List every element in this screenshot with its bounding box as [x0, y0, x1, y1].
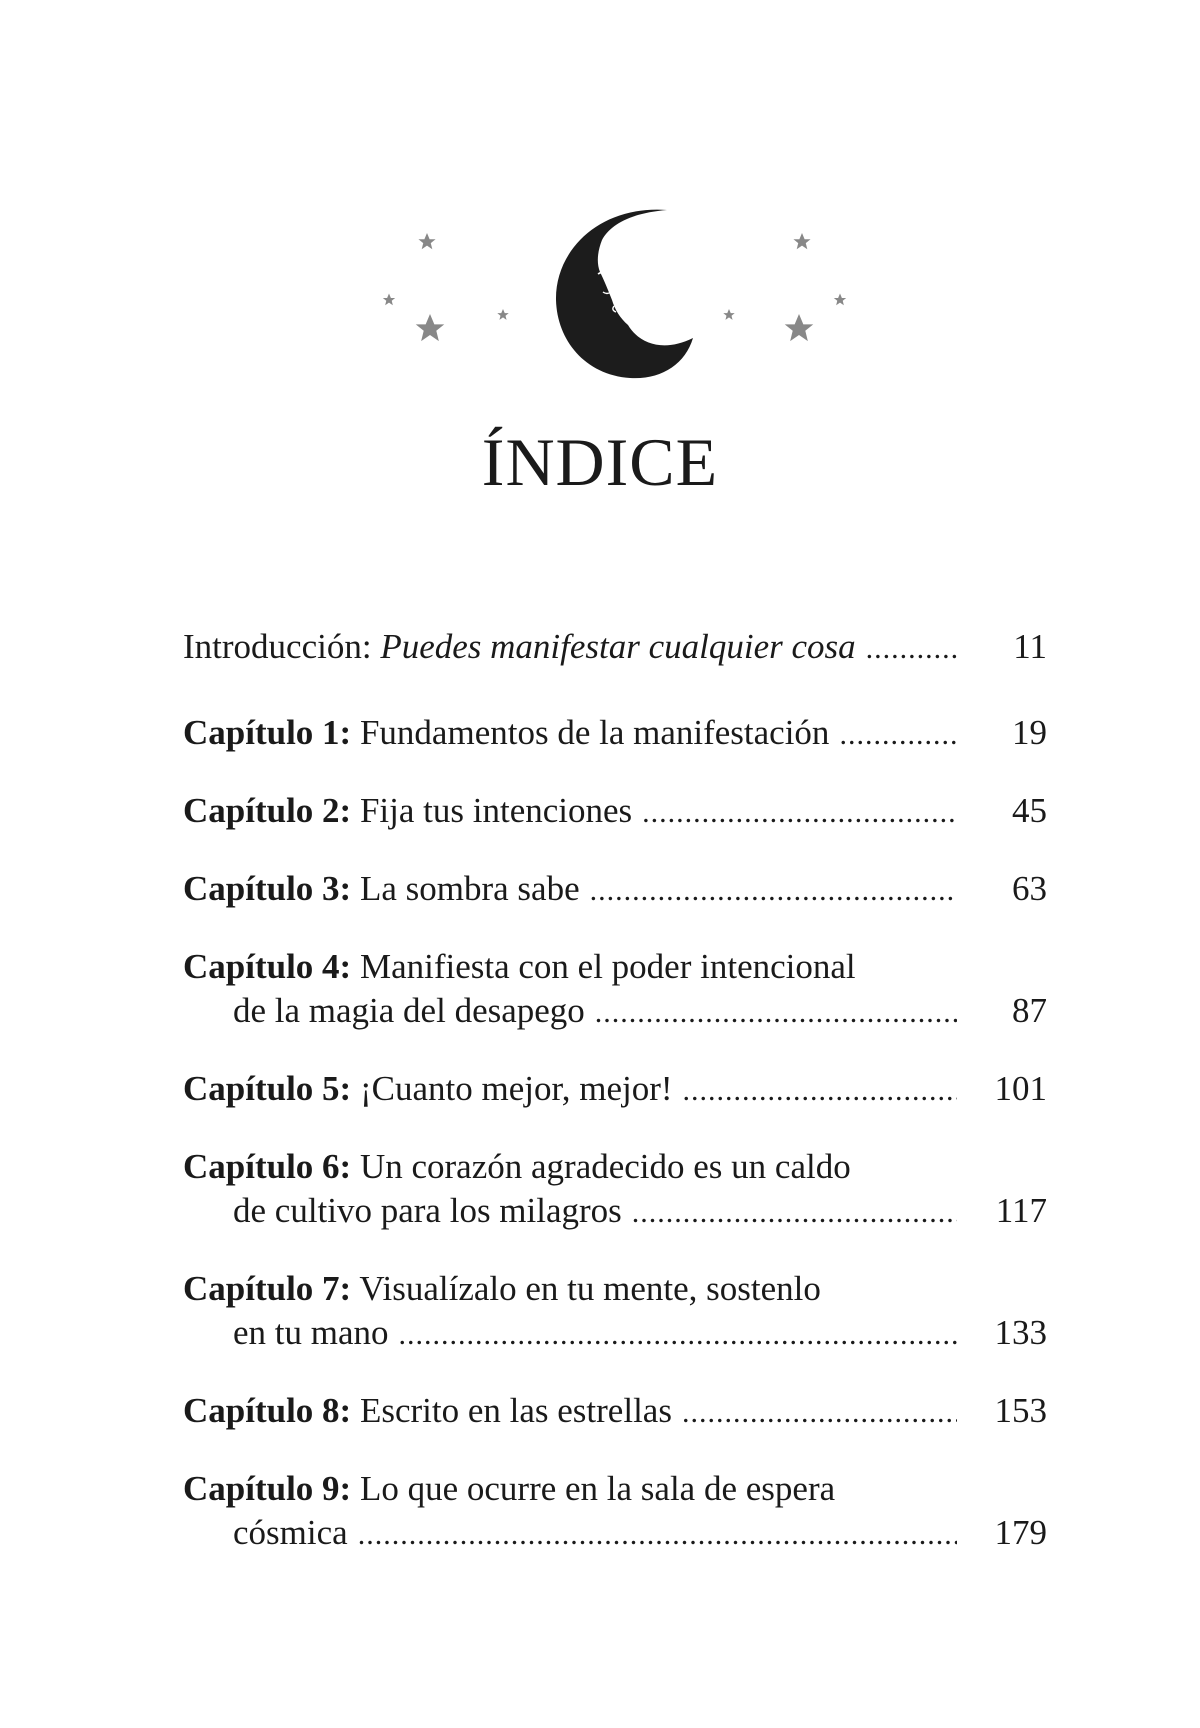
dot-leader — [590, 869, 957, 913]
chapter-title: ¡Cuanto mejor, mejor! — [359, 1069, 673, 1108]
dot-leader — [399, 1313, 957, 1357]
page-number: 45 — [1012, 791, 1047, 830]
toc-entry-chapter-3 — [183, 867, 1047, 913]
dot-leader — [642, 791, 957, 835]
chapter-label: Capítulo 5: — [183, 1069, 352, 1108]
chapter-title: Visualízalo en tu mente, sostenlo — [359, 1269, 821, 1308]
dot-leader — [866, 627, 957, 671]
page-number: 63 — [1012, 869, 1047, 908]
chapter-title: La sombra sabe — [359, 869, 580, 908]
toc-entry-chapter-5 — [183, 1067, 1047, 1113]
intro-prefix: Introducción: — [183, 627, 381, 666]
page-number: 19 — [1012, 713, 1047, 752]
page-number: 117 — [995, 1191, 1047, 1230]
chapter-title-continuation: de la magia del desapego — [233, 991, 585, 1030]
chapter-label: Capítulo 6: — [183, 1147, 352, 1186]
page-title: ÍNDICE — [481, 424, 719, 500]
toc-entry-intro — [183, 625, 1047, 671]
dot-leader — [632, 1191, 957, 1235]
toc-entry-chapter-4 — [183, 945, 1047, 1035]
chapter-title-continuation: en tu mano — [233, 1313, 389, 1352]
chapter-title: Fundamentos de la manifestación — [359, 713, 830, 752]
dot-leader — [682, 1391, 957, 1435]
chapter-label: Capítulo 8: — [183, 1391, 352, 1430]
page-number: 11 — [1013, 627, 1047, 666]
dot-leader — [683, 1069, 957, 1113]
page-number: 133 — [994, 1313, 1047, 1352]
toc-entry-chapter-9 — [183, 1467, 1047, 1557]
toc-entry-chapter-2 — [183, 789, 1047, 835]
page-number: 101 — [994, 1069, 1047, 1108]
toc-entry-chapter-6 — [183, 1145, 1047, 1235]
chapter-title: Escrito en las estrellas — [359, 1391, 672, 1430]
chapter-title-continuation: cósmica — [233, 1513, 348, 1552]
chapter-label: Capítulo 2: — [183, 791, 352, 830]
chapter-title: Lo que ocurre en la sala de espera — [359, 1469, 836, 1508]
toc-entry-chapter-7 — [183, 1267, 1047, 1357]
crescent-moon-face-icon — [556, 210, 693, 379]
chapter-label: Capítulo 1: — [183, 713, 352, 752]
toc-entry-chapter-1 — [183, 711, 1047, 757]
moon-stars-ornament — [0, 0, 1200, 400]
chapter-title: Fija tus intenciones — [359, 791, 633, 830]
chapter-label: Capítulo 3: — [183, 869, 352, 908]
intro-title: Puedes manifestar cualquier cosa — [380, 627, 856, 666]
dot-leader — [839, 713, 957, 757]
table-of-contents — [183, 625, 1047, 1557]
page-number: 153 — [994, 1391, 1047, 1430]
page-number: 179 — [994, 1513, 1047, 1552]
chapter-label: Capítulo 9: — [183, 1469, 352, 1508]
chapter-label: Capítulo 4: — [183, 947, 352, 986]
chapter-title-continuation: de cultivo para los milagros — [233, 1191, 622, 1230]
chapter-label: Capítulo 7: — [183, 1269, 352, 1308]
toc-entry-chapter-8 — [183, 1389, 1047, 1435]
page-number: 87 — [1012, 991, 1047, 1030]
dot-leader — [595, 991, 957, 1035]
dot-leader — [358, 1513, 957, 1557]
chapter-title: Manifiesta con el poder intencional — [359, 947, 856, 986]
chapter-title: Un corazón agradecido es un caldo — [359, 1147, 851, 1186]
